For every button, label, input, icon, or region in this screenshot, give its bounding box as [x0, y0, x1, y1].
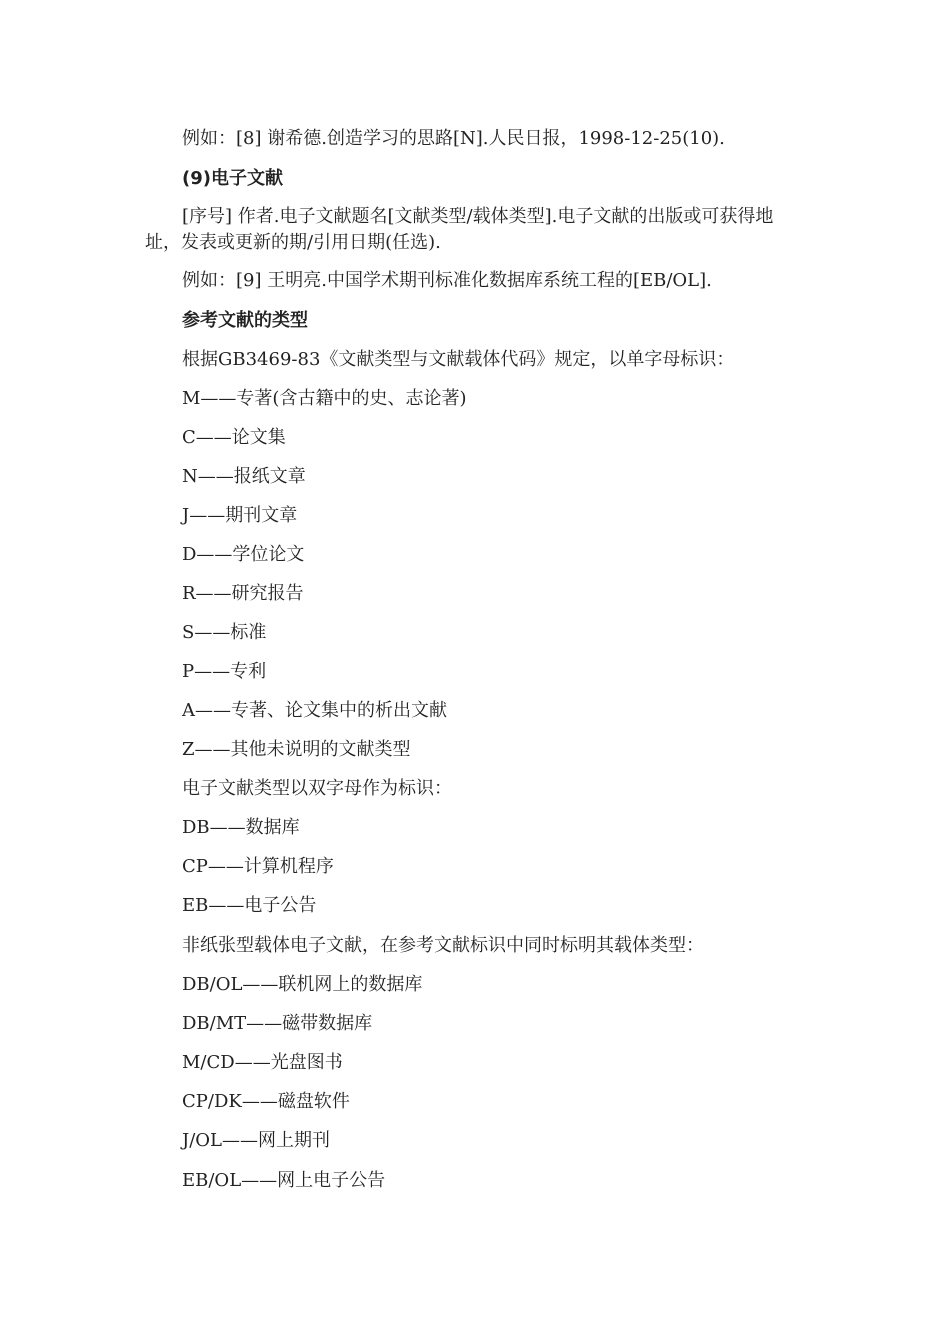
type-item-d: D——学位论文	[182, 544, 305, 565]
type-item-z: Z——其他未说明的文献类型	[182, 739, 411, 760]
example-9-line: 例如：[9] 王明亮.中国学术期刊标准化数据库系统工程的[EB/OL].	[182, 270, 712, 291]
type-item-a: A——专著、论文集中的析出文献	[182, 700, 447, 721]
type-item-m: M——专著(含古籍中的史、志论著)	[182, 388, 467, 409]
carrier-item-db-ol: DB/OL——联机网上的数据库	[182, 974, 423, 995]
type-item-p: P——专利	[182, 661, 267, 682]
electronic-format-paragraph: [序号] 作者.电子文献题名[文献类型/载体类型].电子文献的出版或可获得地址，发表或更新的期/引用日期(任选).	[145, 206, 774, 253]
type-item-cp: CP——计算机程序	[182, 856, 334, 877]
carrier-item-db-mt: DB/MT——磁带数据库	[182, 1013, 373, 1034]
carrier-item-j-ol: J/OL——网上期刊	[182, 1130, 330, 1151]
carrier-types-intro: 非纸张型载体电子文献，在参考文献标识中同时标明其载体类型：	[182, 935, 704, 956]
section-heading-types: 参考文献的类型	[182, 310, 308, 331]
electronic-types-intro: 电子文献类型以双字母作为标识：	[182, 778, 452, 799]
type-item-r: R——研究报告	[182, 583, 304, 604]
type-item-j: J——期刊文章	[182, 505, 298, 526]
type-item-n: N——报纸文章	[182, 466, 306, 487]
type-item-s: S——标准	[182, 622, 267, 643]
type-item-db: DB——数据库	[182, 817, 300, 838]
type-item-eb: EB——电子公告	[182, 895, 317, 916]
type-item-c: C——论文集	[182, 427, 286, 448]
types-intro-line: 根据GB3469-83《文献类型与文献载体代码》规定，以单字母标识：	[182, 349, 735, 370]
carrier-item-m-cd: M/CD——光盘图书	[182, 1052, 343, 1073]
carrier-item-eb-ol: EB/OL——网上电子公告	[182, 1170, 386, 1191]
example-8-line: 例如：[8] 谢希德.创造学习的思路[N].人民日报，1998-12-25(10).	[182, 128, 725, 149]
section-heading-electronic: (9)电子文献	[182, 168, 283, 189]
carrier-item-cp-dk: CP/DK——磁盘软件	[182, 1091, 350, 1112]
